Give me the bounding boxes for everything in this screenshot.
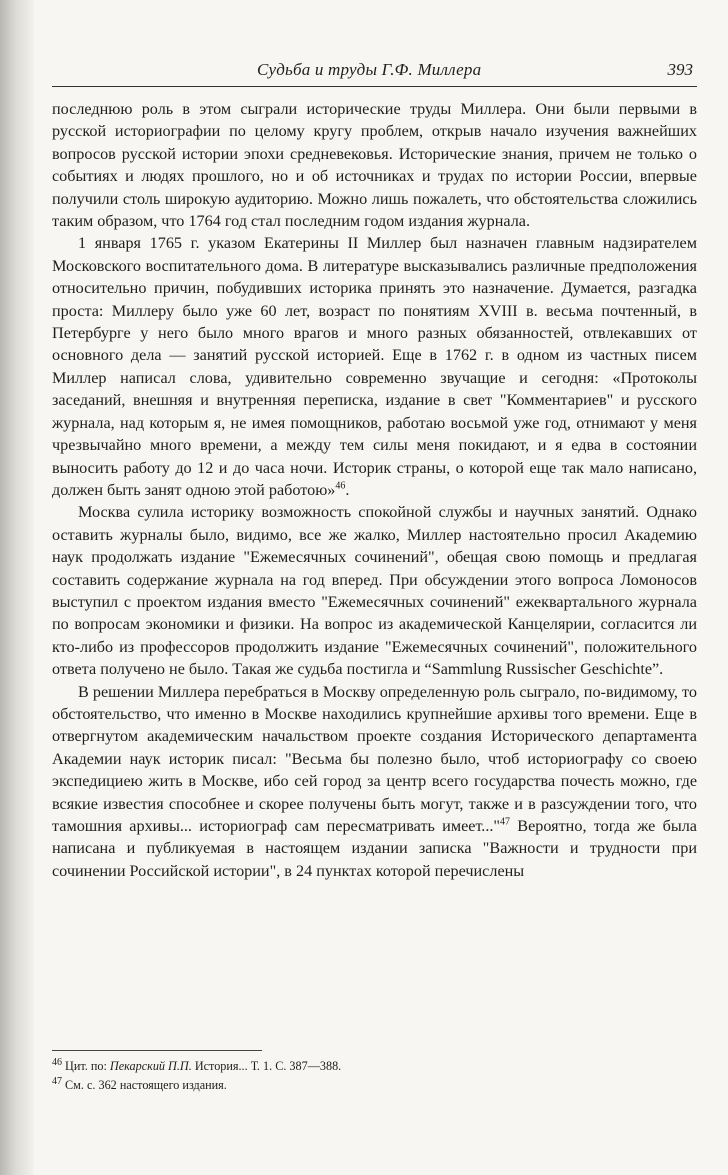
footnote-text: См. с. 362 настоящего издания. [65, 1078, 227, 1092]
footnote-46 [52, 1057, 697, 1076]
paragraph-4-continuation: Вероятно, тогда же была написана и публикуемая в настоящем издании записка "Важности и трудности при сочинении Российской истории", в 24 пунктах которой перечислены [52, 817, 697, 880]
paragraph-4-text: В решении Миллера перебраться в Москву определенную роль сыграло, по-видимому, то обстоятельство, что именно в Москве находились крупнейшие архивы того времени. Еще в отвергнутом академическим начальством проекте создания Исторического департамента Академии наук историк писал: "Весьма бы полезно было, чтоб историографу со своею экспедициею жить в Москве, ибо сей город за центр всего государства почесть можно, где всякие известия способнее и скорее получены быть могут, также и в разсуждении того, что тамошния архивы... историограф сам пересматривать имеет..." [52, 682, 697, 835]
paragraph-2-text: 1 января 1765 г. указом Екатерины II Миллер был назначен главным надзирателем Московского воспитательного дома. В литературе высказывались различные предположения относительно причин, побудивших историка принять это назначение. Думается, разгадка проста: Миллеру было уже 60 лет, возраст по понятиям XVIII в. весьма почтенный, в Петербурге у него было много врагов и много разных обязанностей, отвлекавших от основного дела — занятий русской историей. Еще в 1762 г. в одном из частных писем Миллер написал слова, удивительно современно звучащие и сегодня: «Протоколы заседаний, внешняя и внутренняя переписка, издание в свет "Комментариев" и русского журнала, над которым я, не имея помощников, работаю восьмой уже год, отнимают у меня чрезвычайно много времени, а между тем силы меня покидают, и я едва в состоянии выносить работу до 12 и до часа ночи. Историк страны, о которой еще так мало написано, должен быть занят одною этой работою» [52, 234, 697, 499]
running-title: Судьба и труды Г.Ф. Миллера [257, 60, 482, 79]
footnote-number: 47 [52, 1075, 62, 1087]
paragraph-1: последнюю роль в этом сыграли исторические труды Миллера. Они были первыми в русской историографии по целому кругу проблем, открыв начало изучения важнейших вопросов русской истории эпохи средневековья. Исторические знания, причем не только о событиях и людях прошлого, но и об источниках и трудах по истории России, впервые получили столь широкую аудиторию. Можно лишь пожалеть, что обстоятельства сложились таким образом, что 1764 год стал последним годом издания журнала. [52, 100, 697, 231]
footnote-rule [52, 1050, 262, 1051]
paragraph-3: Москва сулила историку возможность спокойной службы и научных занятий. Однако оставить журналы было, видимо, все же жалко, Миллер настоятельно просил Академию наук продолжать издание "Ежемесячных сочинений", обещая свою помощь и предлагая составить содержание журнала на год вперед. При обсуждении этого вопроса Ломоносов выступил с проектом издания вместо "Ежемесячных сочинений" ежеквартального журнала по вопросам экономики и физики. На вопрос из академической Канцелярии, согласится ли кто-либо из профессоров продолжить издание "Ежемесячных сочинений", положительного ответа получено не было. Такая же судьба постигла и “Sammlung Russischer Geschichte”. [52, 503, 697, 679]
footnote-author: Пекарский П.П. [109, 1059, 192, 1073]
page-number: 393 [667, 60, 693, 79]
footnote-text: История... Т. 1. С. 387—388. [194, 1059, 342, 1073]
footnote-number: 46 [52, 1056, 62, 1068]
book-spine-shadow [0, 0, 34, 1175]
footnote-47 [52, 1076, 697, 1095]
running-header [52, 60, 697, 86]
header-rule [52, 86, 697, 87]
body-text [52, 98, 697, 882]
paragraph-4 [52, 681, 697, 883]
footnotes [52, 1050, 697, 1095]
footnote-ref-47[interactable]: 47 [500, 816, 511, 828]
footnote-ref-46[interactable]: 46 [335, 480, 346, 492]
paragraph-2: 1 января 1765 г. указом Екатерины II Миллер был назначен главным надзирателем Московского воспитательного дома. В литературе высказывались различные предположения относительно причин, побудивших историка принять это назначение. Думается, разгадка проста: Миллеру было уже 60 лет, возраст по понятиям XVIII в. весьма почтенный, в Петербурге у него было много врагов и много разных обязанностей, отвлекавших от основного дела — занятий русской историей. Еще в 1762 г. в одном из частных писем Миллер написал слова, удивительно современно звучащие и сегодня: «Протоколы заседаний, внешняя и внутренняя переписка, издание в свет "Комментариев" и русского журнала, над которым я, не имея помощников, работаю восьмой уже год, отнимают у меня чрезвычайно много времени, а между тем силы меня покидают, и я едва в состоянии выносить работу до 12 и до часа ночи. Историк страны, о которой еще так мало написано, должен быть занят одною этой работою»$^{46}$. [52, 234, 697, 499]
footnote-prefix: Цит. по: [65, 1059, 107, 1073]
